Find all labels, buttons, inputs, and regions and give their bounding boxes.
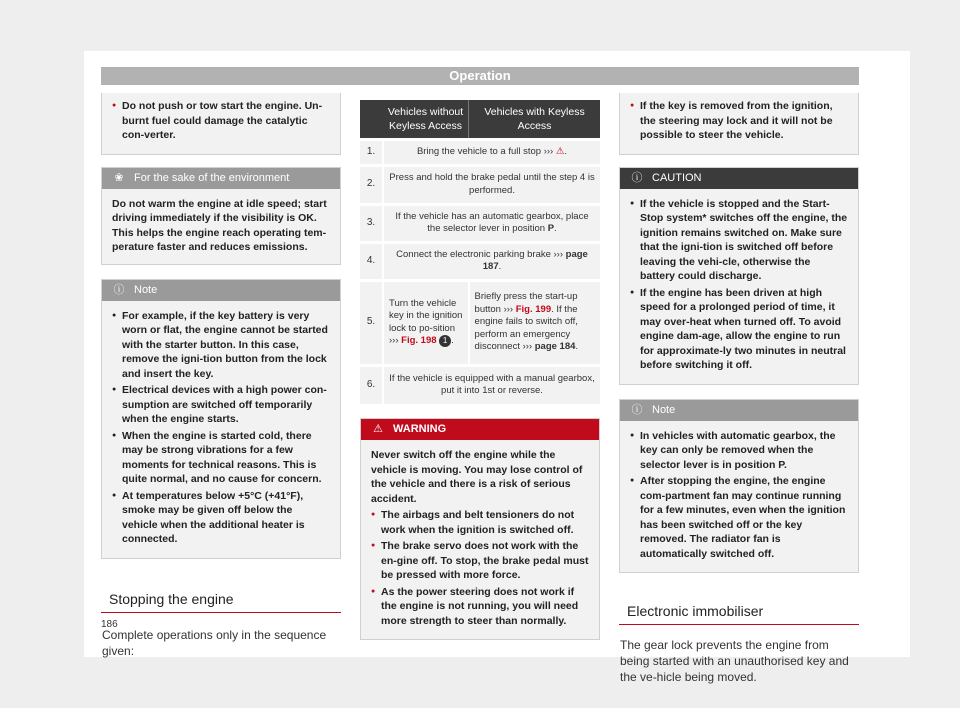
- steps-table: [360, 100, 600, 404]
- table-header-without-keyless: Vehicles without Keyless Access: [383, 100, 469, 139]
- section-heading: Stopping the engine: [101, 591, 341, 613]
- page-ref-link[interactable]: page 187: [482, 248, 588, 272]
- note-box: [619, 399, 859, 574]
- note-bullet: ● Electrical devices with a high power con-sumption are switched off temporarily when the engine starts.: [112, 383, 330, 427]
- step-number: 2.: [360, 165, 383, 204]
- table-header-with-keyless: Vehicles with Keyless Access: [469, 100, 600, 139]
- section-text: The gear lock prevents the engine from being started with an unauthorised key and the ve-hicle being moved.: [620, 638, 849, 684]
- warning-bullet: ● Do not push or tow start the engine. Un-burnt fuel could damage the catalytic con-verter.: [112, 99, 330, 143]
- environment-header: ❀ For the sake of the environment: [102, 168, 340, 189]
- note-header: ⓘ Note: [620, 400, 858, 421]
- note-bullet: ● In vehicles with automatic gearbox, the key can only be removed when the selector lever is in position P.: [630, 429, 848, 473]
- note-bullet: ● For example, if the key battery is very worn or flat, the engine cannot be started with the starter button. In this case, remove the igni-tion button from the lock and insert the key.: [112, 309, 330, 382]
- step-text-without-keyless: Turn the vehicle key in the ignition lock to po-sition ››› Fig. 198 1 .: [383, 280, 469, 365]
- caution-circle-icon: ⓘ: [631, 171, 643, 184]
- step-text: Connect the electronic parking brake ››› page 187.: [383, 242, 600, 280]
- figure-ref-link[interactable]: Fig. 199: [515, 303, 552, 315]
- caution-bullet: ● If the vehicle is stopped and the Start-Stop system* switches off the engine, the ignition remains switched on. Make sure that the igni-tion is switched off before leaving the vehi-cle, otherwise the battery could discharge.: [630, 197, 848, 284]
- note-header: ⓘ Note: [102, 280, 340, 301]
- table-row: [360, 365, 600, 404]
- table-row: [360, 165, 600, 204]
- table-row: [360, 139, 600, 165]
- warning-header: ⚠ WARNING: [361, 419, 599, 440]
- step-text: Bring the vehicle to a full stop ››› ⚠.: [383, 139, 600, 165]
- warning-bullet: ● The brake servo does not work with the en-gine off. To stop, the brake pedal must be pressed with more force.: [371, 539, 589, 583]
- page-number: 186: [101, 619, 118, 630]
- caution-header: ⓘ CAUTION: [620, 168, 858, 189]
- page-header: Operation: [101, 67, 859, 85]
- step-number: 4.: [360, 242, 383, 280]
- warning-continuation-box: [619, 93, 859, 155]
- info-icon: ⓘ: [631, 403, 643, 416]
- warning-triangle-icon: ⚠: [373, 423, 383, 435]
- table-header-row: [360, 100, 600, 139]
- column-left: [101, 93, 341, 659]
- warning-box: [360, 418, 600, 640]
- table-row: [360, 204, 600, 242]
- section-text: Complete operations only in the sequence given:: [102, 627, 327, 658]
- environment-text: Do not warm the engine at idle speed; start driving immediately if the visibility is OK. This helps the engine reach operating tem-perature faster and reduces emissions.: [112, 197, 327, 253]
- step-text: If the vehicle is equipped with a manual gearbox, put it into 1st or reverse.: [383, 365, 600, 404]
- warning-bullet: ● As the power steering does not work if the engine is not running, you will need more strength to steer than normally.: [371, 585, 589, 629]
- caution-box: [619, 167, 859, 385]
- warning-intro: Never switch off the engine while the vehicle is moving. You may lose control of the vehicle and there is a risk of serious accident.: [371, 449, 583, 505]
- leaf-icon: ❀: [114, 171, 124, 184]
- info-icon: ⓘ: [113, 283, 125, 296]
- section-heading: Electronic immobiliser: [619, 603, 859, 625]
- caution-bullet: ● If the engine has been driven at high speed for a prolonged period of time, it may over-heat when turned off. To avoid engine dam-age, allow the engine to run for approximate-ly two minutes in neutral before switching it off.: [630, 286, 848, 373]
- note-bullet: ● At temperatures below +5°C (+41°F), smoke may be given off below the vehicle when the additional heater is connected.: [112, 489, 330, 547]
- column-right: [619, 93, 859, 685]
- step-text: If the vehicle has an automatic gearbox, place the selector lever in position P.: [383, 204, 600, 242]
- step-text-with-keyless: Briefly press the start-up button ››› Fig. 199. If the engine fails to switch off, perform an emergency disconnect ››› page 184.: [469, 280, 600, 365]
- step-text: Press and hold the brake pedal until the step 4 is performed.: [383, 165, 600, 204]
- note-bullet: ● When the engine is started cold, there may be strong vibrations for a few moments for technical reasons. This is quite normal, and no cause for concern.: [112, 429, 330, 487]
- table-row: [360, 280, 600, 365]
- environment-box: [101, 167, 341, 265]
- table-header-num: [360, 100, 383, 139]
- page-ref-link[interactable]: page 184: [534, 341, 576, 353]
- step-number: 1.: [360, 139, 383, 165]
- warning-bullet: ● If the key is removed from the ignition, the steering may lock and it will not be possible to steer the vehicle.: [630, 99, 848, 143]
- warning-triangle-icon: ⚠: [555, 145, 565, 157]
- note-box: [101, 279, 341, 559]
- step-number: 3.: [360, 204, 383, 242]
- callout-number: 1: [439, 335, 451, 347]
- step-number: 5.: [360, 280, 383, 365]
- note-bullet: ● After stopping the engine, the engine com-partment fan may continue running for a few minutes, even when the ignition has been switched off or the key removed. The radiator fan is automatically switched off.: [630, 474, 848, 561]
- table-row: [360, 242, 600, 280]
- warning-continuation-box: [101, 93, 341, 155]
- column-middle: [360, 100, 600, 640]
- warning-bullet: ● The airbags and belt tensioners do not work when the ignition is switched off.: [371, 508, 589, 537]
- figure-ref-link[interactable]: Fig. 198: [401, 335, 437, 346]
- step-number: 6.: [360, 365, 383, 404]
